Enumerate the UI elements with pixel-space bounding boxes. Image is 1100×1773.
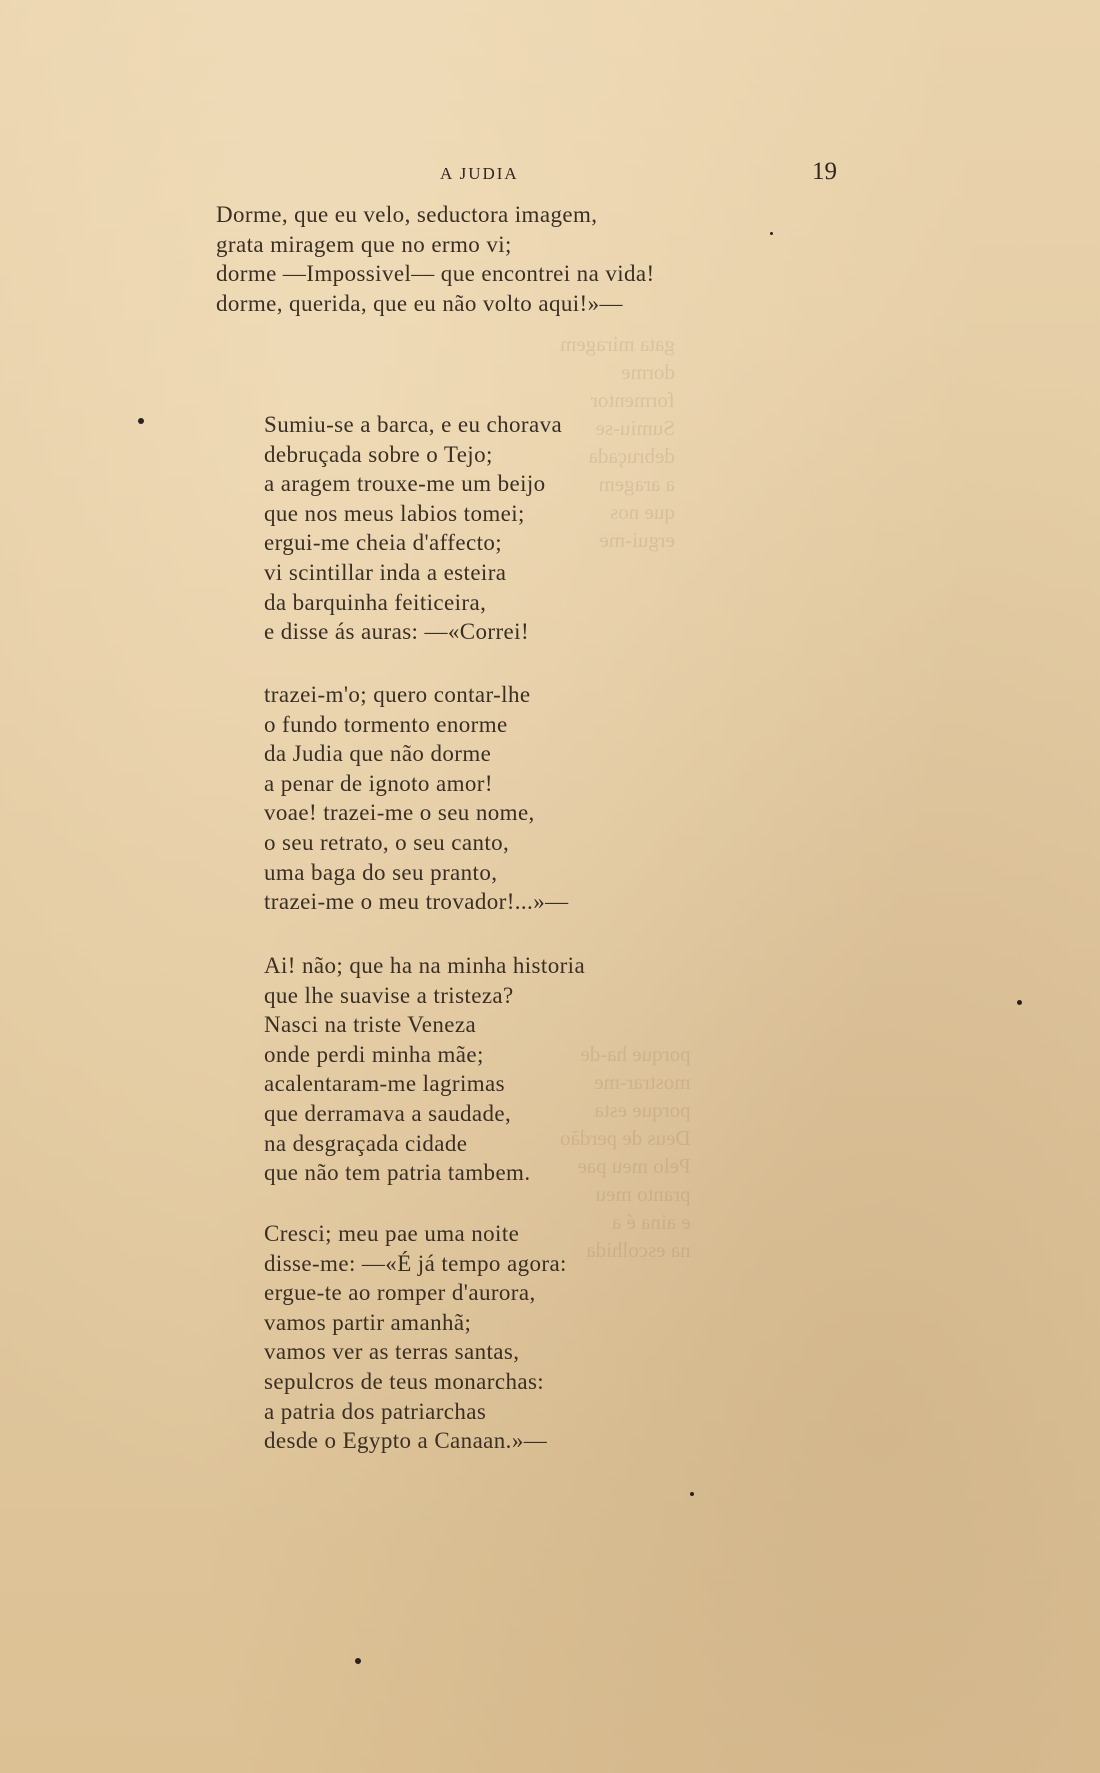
verse-line: dorme —Impossivel— que encontrei na vida!: [216, 261, 655, 287]
verse-line: que nos meus labios tomei;: [264, 500, 525, 526]
ink-speck: [690, 1492, 694, 1496]
verse-line: voae! trazei-me o seu nome,: [264, 800, 535, 826]
verse-line: na desgraçada cidade: [264, 1130, 468, 1156]
verse-line: vamos ver as terras santas,: [264, 1339, 520, 1365]
ink-speck: [138, 418, 144, 424]
verse-line: o fundo tormento enorme: [264, 711, 508, 737]
verse-line: o seu retrato, o seu canto,: [264, 829, 510, 855]
stanza: [264, 410, 562, 647]
verse-line: trazei-m'o; quero contar-lhe: [264, 682, 531, 707]
verse-line: que lhe suavise a tristeza?: [264, 982, 514, 1008]
running-header: A JUDIA: [440, 164, 519, 183]
verse-line: vi scintillar inda a esteira: [264, 559, 507, 585]
verse-line: acalentaram-me lagrimas: [264, 1071, 505, 1097]
verse-line: trazei-me o meu trovador!...»—: [264, 889, 569, 915]
verse-line: da barquinha feiticeira,: [264, 589, 487, 615]
stanza: [264, 1219, 567, 1456]
stanza: [216, 200, 655, 318]
verse-line: ergui-me cheia d'affecto;: [264, 530, 503, 556]
stanza: [264, 951, 585, 1188]
verse-line: Ai! não; que ha na minha historia: [264, 953, 586, 978]
verse-line: debruçada sobre o Tejo;: [264, 441, 493, 467]
verse-line: da Judia que não dorme: [264, 741, 492, 767]
verse-line: a penar de ignoto amor!: [264, 770, 493, 796]
page-number: 19: [812, 158, 837, 185]
ink-speck: [770, 232, 773, 235]
ink-speck: [355, 1658, 361, 1664]
verse-line: desde o Egypto a Canaan.»—: [264, 1428, 548, 1454]
show-through-text: porque ha-de mostrar-me porque esta Deus de perdão Pelo meu pae pranto meu e aina é a na escolhida: [560, 1042, 691, 1262]
verse-line: a aragem trouxe-me um beijo: [264, 471, 546, 497]
verse-line: Dorme, que eu velo, seductora imagem,: [216, 202, 598, 227]
verse-line: a patria dos patriarchas: [264, 1398, 487, 1424]
verse-line: ergue-te ao romper d'aurora,: [264, 1280, 536, 1306]
stanza: [264, 680, 569, 917]
show-through-text: gata miragem dorme formentor Sumiu-se debruçada a aragem que nos ergui-me: [560, 332, 675, 552]
verse-line: vamos partir amanhã;: [264, 1309, 472, 1335]
verse-line: que não tem patria tambem.: [264, 1160, 531, 1186]
verse-line: Nasci na triste Veneza: [264, 1012, 477, 1038]
verse-line: dorme, querida, que eu não volto aqui!»—: [216, 290, 623, 316]
verse-line: Sumiu-se a barca, e eu chorava: [264, 412, 563, 437]
verse-line: uma baga do seu pranto,: [264, 859, 498, 885]
verse-line: onde perdi minha mãe;: [264, 1041, 484, 1067]
ink-speck: [1017, 1000, 1022, 1005]
verse-line: e disse ás auras: —«Correi!: [264, 619, 530, 645]
verse-line: sepulcros de teus monarchas:: [264, 1368, 545, 1394]
verse-line: Cresci; meu pae uma noite: [264, 1221, 520, 1246]
verse-line: grata miragem que no ermo vi;: [216, 231, 512, 257]
verse-line: que derramava a saudade,: [264, 1100, 512, 1126]
verse-line: disse-me: —«É já tempo agora:: [264, 1250, 567, 1276]
